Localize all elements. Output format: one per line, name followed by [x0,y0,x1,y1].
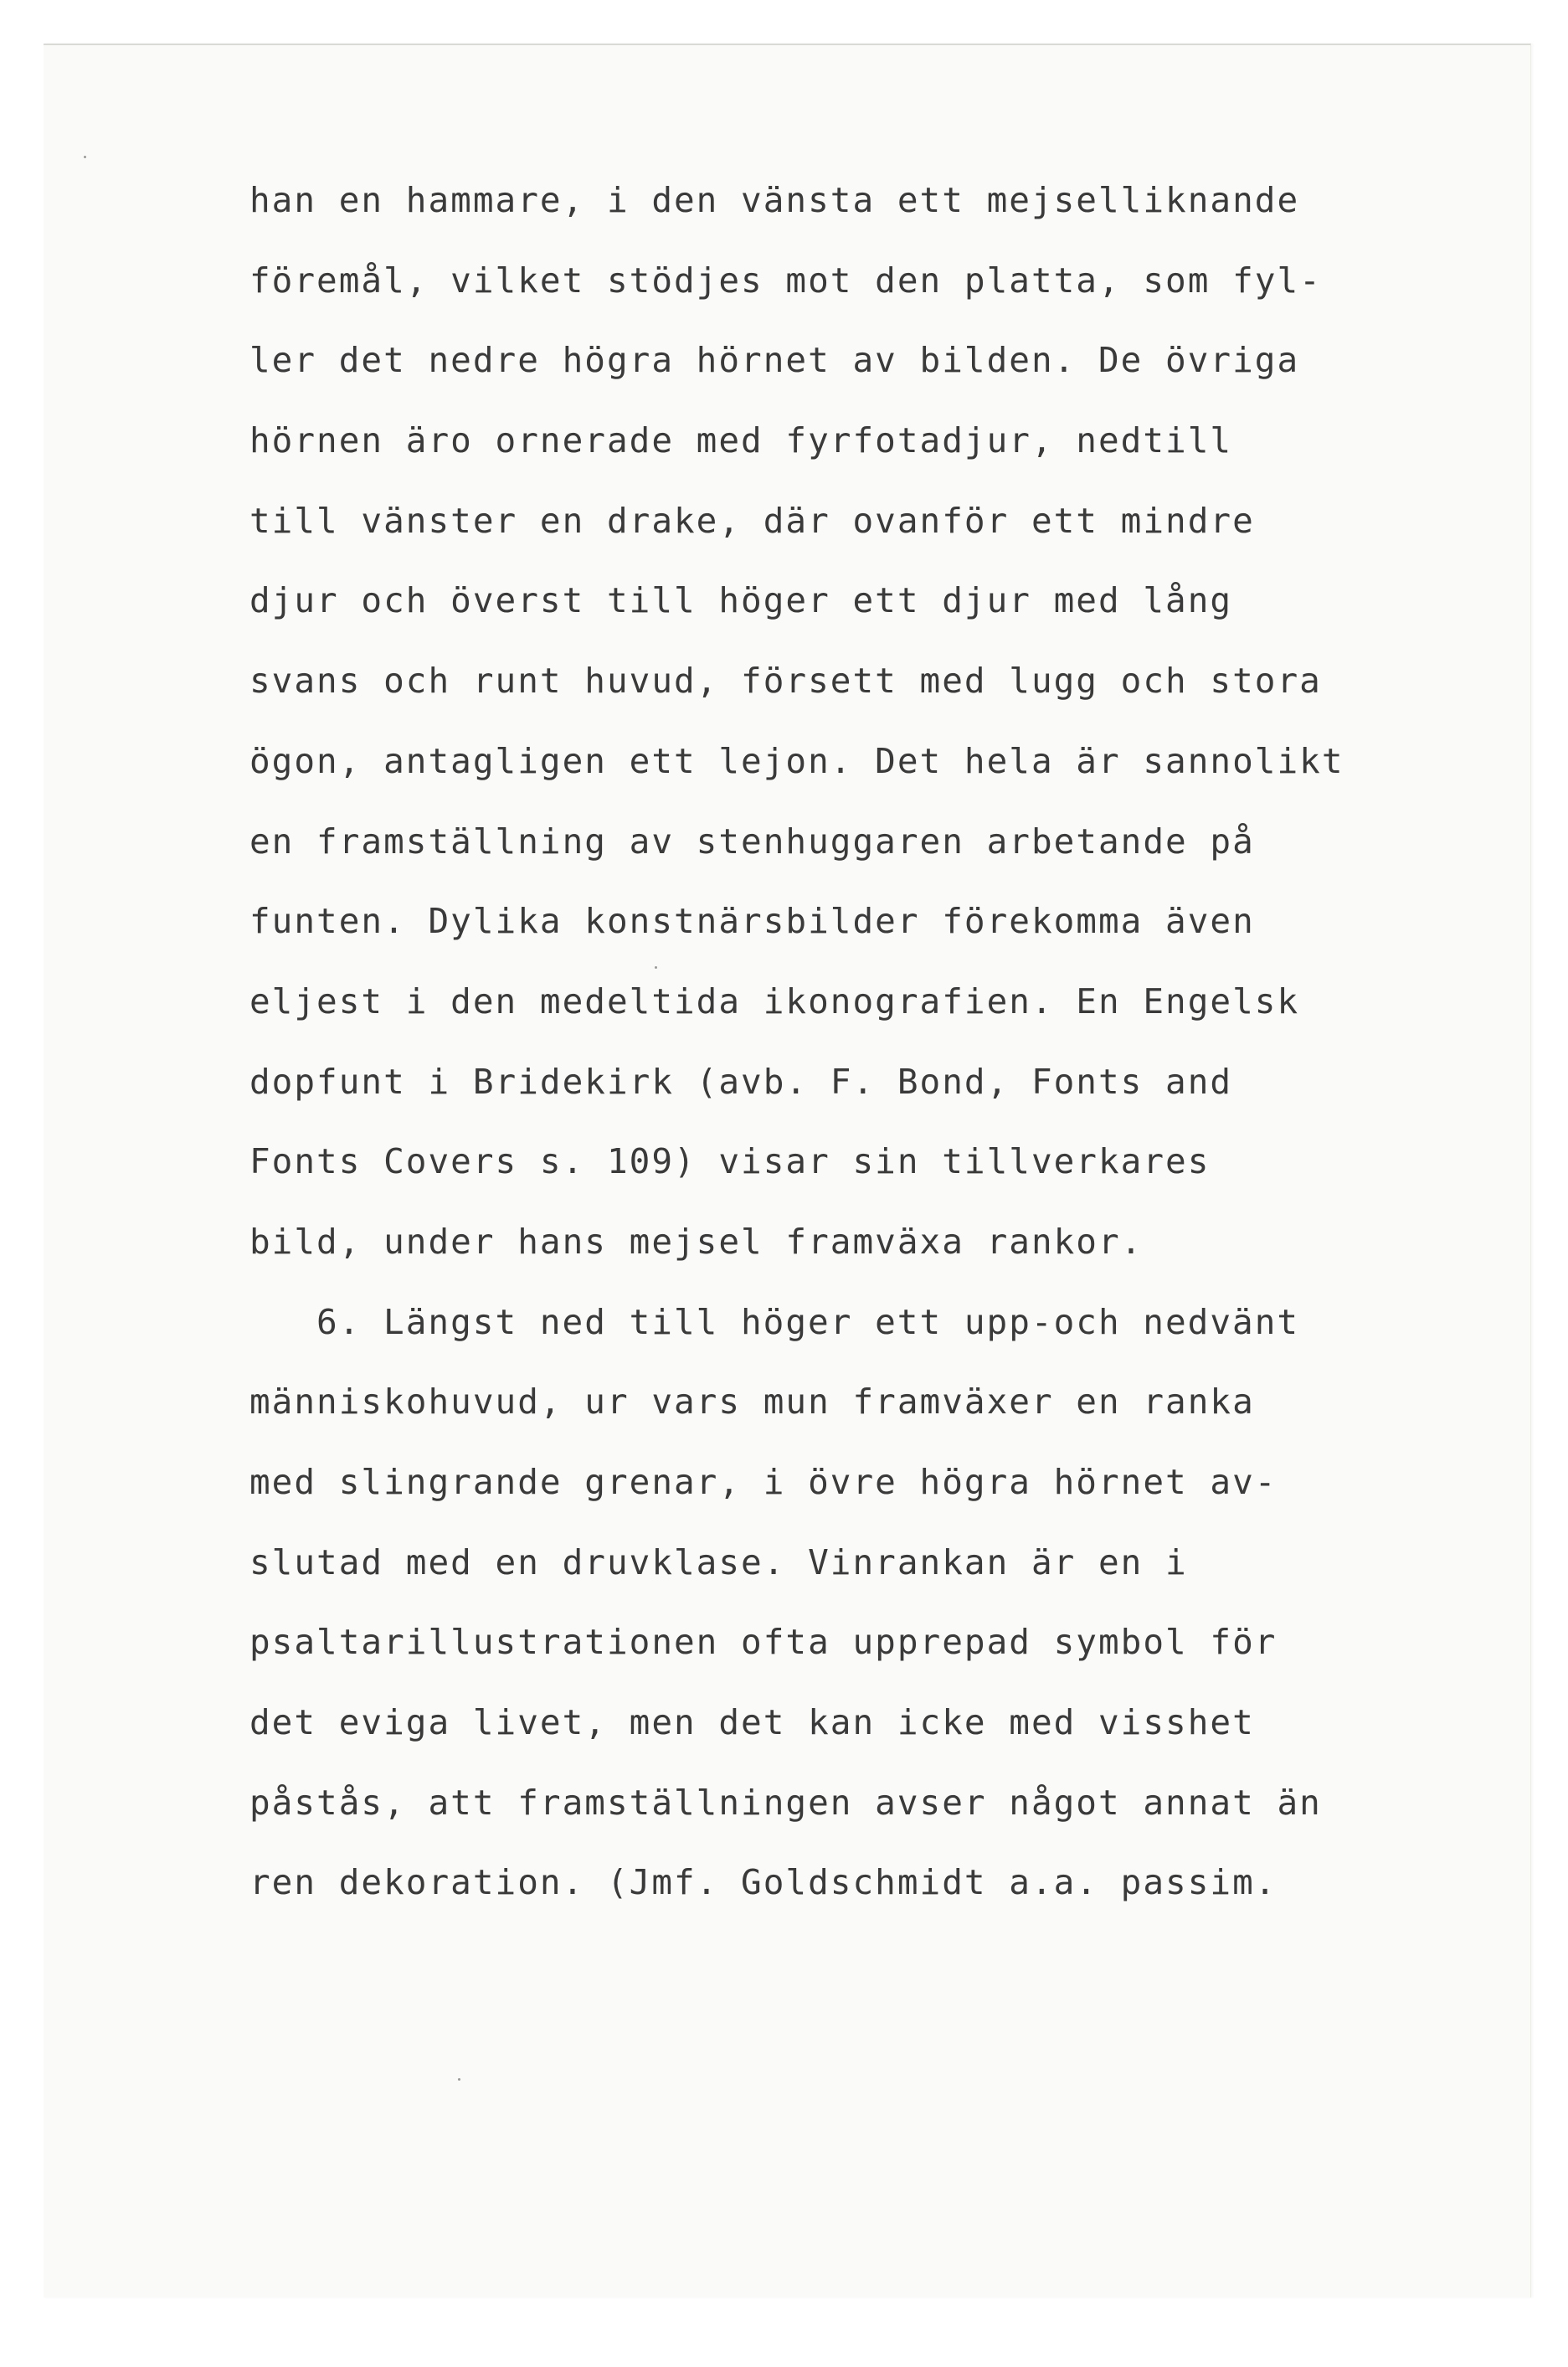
text-line: Fonts Covers s. 109) visar sin tillverkares [249,1141,1211,1182]
text-line: han en hammare, i den vänsta ett mejselliknande [249,180,1300,220]
text-line: eljest i den medeltida ikonografien. En Engelsk [249,980,1300,1021]
paper-speck [84,156,86,158]
text-line: ögon, antagligen ett lejon. Det hela är sannolikt [249,740,1344,781]
text-line: slutad med en druvklase. Vinrankan är en i [249,1541,1188,1582]
text-line: det eviga livet, men det kan icke med visshet [249,1702,1255,1743]
text-line: dopfunt i Bridekirk (avb. F. Bond, Fonts and [249,1061,1233,1102]
paper-speck [458,2078,460,2081]
text-line: bild, under hans mejsel framväxa rankor. [249,1221,1144,1262]
text-line: ren dekoration. (Jmf. Goldschmidt a.a. passim. [249,1862,1278,1903]
text-line: ler det nedre högra hörnet av bilden. De övriga [249,340,1300,381]
text-line: med slingrande grenar, i övre högra hörnet av- [249,1462,1278,1502]
section-6-start-line: 6. Längst ned till höger ett upp-och nedvänt [316,1301,1300,1342]
text-line: svans och runt huvud, försett med lugg och stora [249,661,1322,702]
typewritten-text [249,161,1522,1923]
text-line: människohuvud, ur vars mun framväxer en ranka [249,1382,1255,1423]
text-line: till vänster en drake, där ovanför ett mindre [249,500,1255,541]
text-line: hörnen äro ornerade med fyrfotadjur, nedtill [249,420,1233,461]
text-line: en framställning av stenhuggaren arbetande på [249,821,1255,862]
text-line: föremål, vilket stödjes mot den platta, som fyl- [249,260,1322,301]
text-line: psaltarillustrationen ofta upprepad symbol för [249,1622,1278,1663]
text-line: funten. Dylika konstnärsbilder förekomma även [249,901,1255,942]
text-line: djur och överst till höger ett djur med lång [249,580,1233,621]
text-line: påstås, att framställningen avser något annat än [249,1782,1322,1823]
